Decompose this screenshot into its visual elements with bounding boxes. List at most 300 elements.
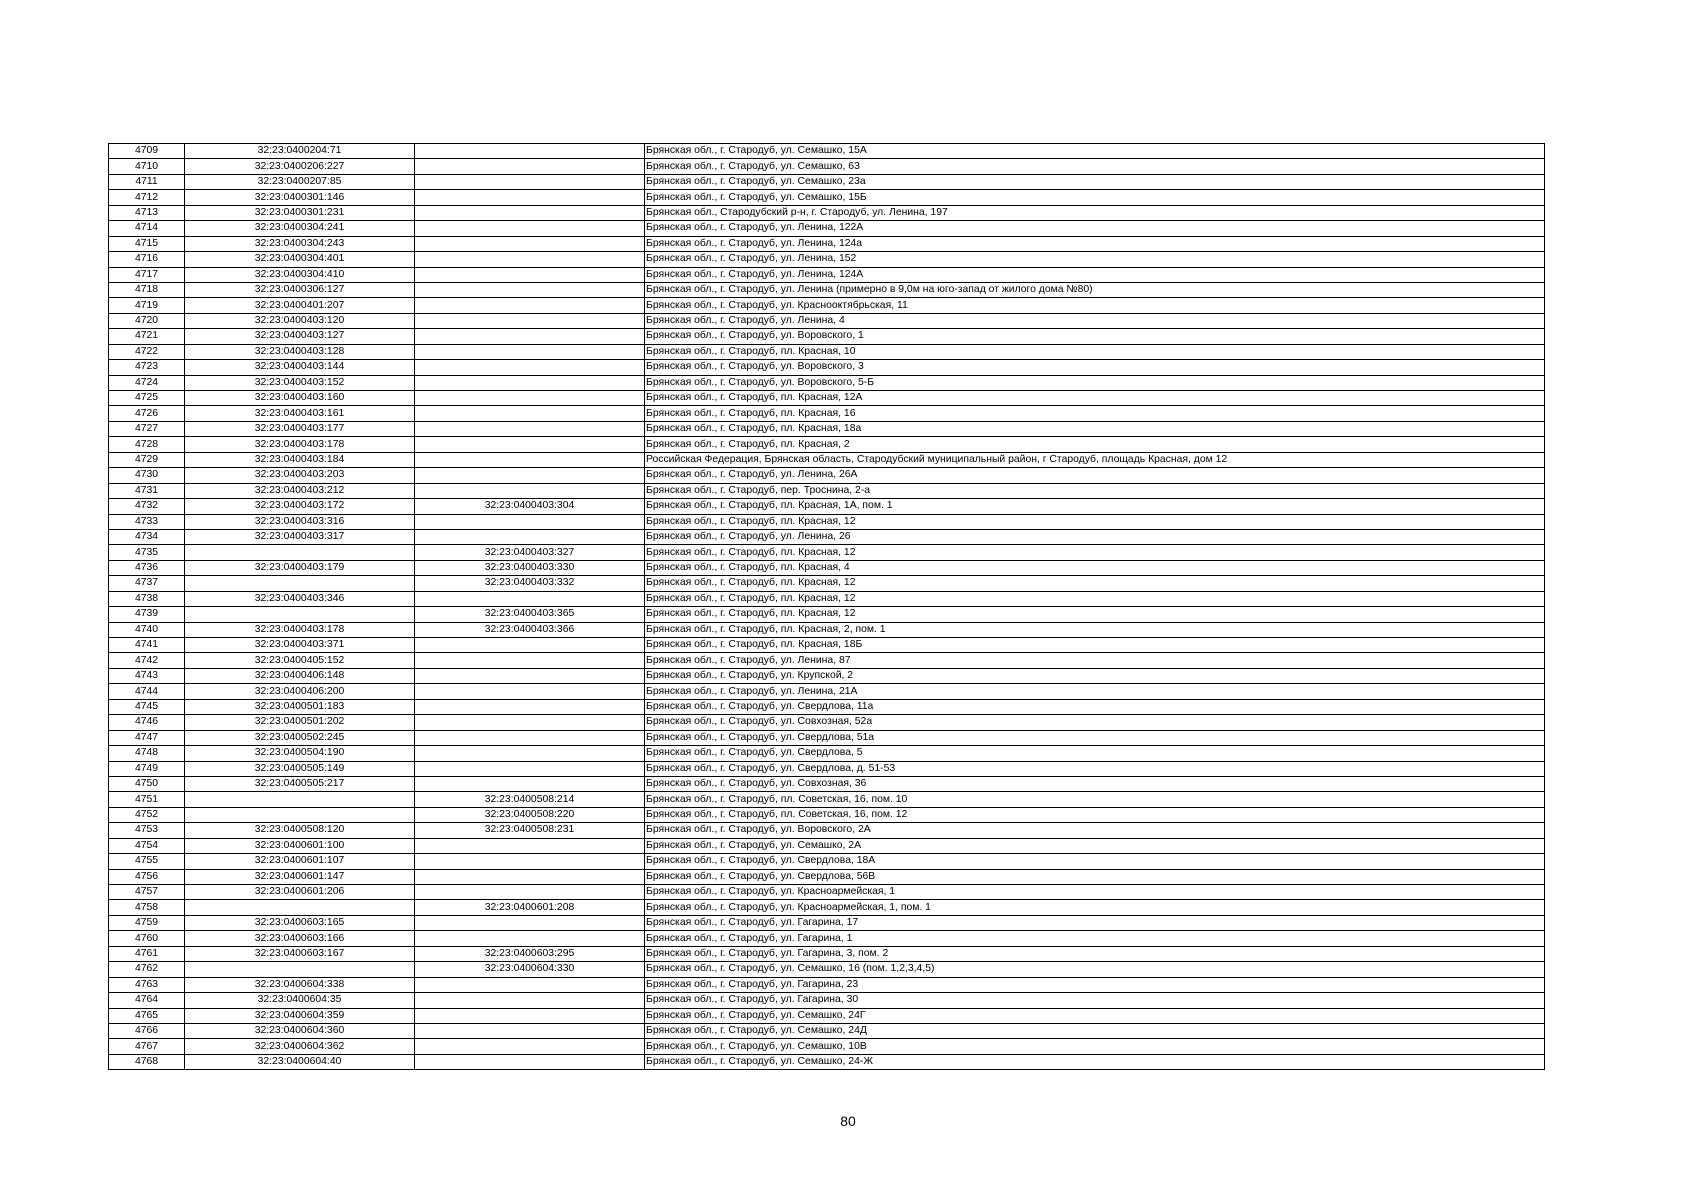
table-row (109, 591, 1545, 606)
object-cadastral-number-cell (415, 221, 645, 236)
cadastral-number-cell: 32:23:0400508:120 (185, 823, 415, 838)
object-cadastral-number-cell (415, 406, 645, 421)
object-cadastral-number-cell (415, 313, 645, 328)
cadastral-number-cell: 32:23:0400306:127 (185, 282, 415, 297)
object-cadastral-number-cell (415, 391, 645, 406)
row-number-cell: 4714 (109, 221, 185, 236)
address-cell: Брянская обл., Стародубский р-н, г. Стародуб, ул. Ленина, 197 (645, 205, 1545, 220)
address-cell: Брянская обл., г. Стародуб, ул. Ленина, 26 (645, 529, 1545, 544)
row-number-cell: 4717 (109, 267, 185, 282)
row-number-cell: 4758 (109, 900, 185, 915)
address-cell: Брянская обл., г. Стародуб, пл. Советская, 16, пом. 10 (645, 792, 1545, 807)
row-number-cell: 4713 (109, 205, 185, 220)
address-cell: Брянская обл., г. Стародуб, пл. Красная, 12 (645, 576, 1545, 591)
table-row (109, 282, 1545, 297)
object-cadastral-number-cell (415, 205, 645, 220)
object-cadastral-number-cell (415, 437, 645, 452)
cadastral-number-cell (185, 607, 415, 622)
row-number-cell: 4735 (109, 545, 185, 560)
address-cell: Брянская обл., г. Стародуб, ул. Крупской, 2 (645, 668, 1545, 683)
cadastral-number-cell: 32:23:0400403:120 (185, 313, 415, 328)
cadastral-number-cell: 32:23:0400403:144 (185, 360, 415, 375)
object-cadastral-number-cell: 32:23:0400403:332 (415, 576, 645, 591)
address-cell: Брянская обл., г. Стародуб, ул. Краснооктябрьская, 11 (645, 298, 1545, 313)
registry-table-container (108, 143, 1544, 1070)
table-row (109, 560, 1545, 575)
object-cadastral-number-cell (415, 344, 645, 359)
table-row (109, 684, 1545, 699)
cadastral-number-cell: 32:23:0400403:152 (185, 375, 415, 390)
cadastral-number-cell: 32:23:0400601:147 (185, 869, 415, 884)
object-cadastral-number-cell (415, 699, 645, 714)
table-row (109, 437, 1545, 452)
row-number-cell: 4754 (109, 838, 185, 853)
cadastral-number-cell: 32:23:0400601:100 (185, 838, 415, 853)
address-cell: Российская Федерация, Брянская область, Стародубский муниципальный район, г Стародуб, площадь Красная, дом 12 (645, 452, 1545, 467)
table-row (109, 1039, 1545, 1054)
object-cadastral-number-cell: 32:23:0400403:366 (415, 622, 645, 637)
cadastral-number-cell: 32:23:0400604:40 (185, 1054, 415, 1069)
table-row (109, 174, 1545, 189)
cadastral-number-cell: 32:23:0400403:346 (185, 591, 415, 606)
address-cell: Брянская обл., г. Стародуб, ул. Семашко, 15Б (645, 190, 1545, 205)
row-number-cell: 4721 (109, 329, 185, 344)
cadastral-number-cell: 32:23:0400601:206 (185, 885, 415, 900)
row-number-cell: 4764 (109, 993, 185, 1008)
cadastral-number-cell: 32:23:0400304:410 (185, 267, 415, 282)
cadastral-number-cell: 32:23:0400403:184 (185, 452, 415, 467)
table-row (109, 607, 1545, 622)
object-cadastral-number-cell (415, 838, 645, 853)
address-cell: Брянская обл., г. Стародуб, ул. Свердлова, 5 (645, 746, 1545, 761)
cadastral-number-cell: 32:23:0400603:165 (185, 915, 415, 930)
registry-table (108, 143, 1545, 1070)
row-number-cell: 4716 (109, 252, 185, 267)
object-cadastral-number-cell (415, 190, 645, 205)
address-cell: Брянская обл., г. Стародуб, ул. Семашко, 24Г (645, 1008, 1545, 1023)
row-number-cell: 4728 (109, 437, 185, 452)
table-row (109, 1023, 1545, 1038)
address-cell: Брянская обл., г. Стародуб, ул. Семашко, 16 (пом. 1,2,3,4,5) (645, 962, 1545, 977)
table-row (109, 391, 1545, 406)
cadastral-number-cell: 32:23:0400601:107 (185, 854, 415, 869)
object-cadastral-number-cell (415, 236, 645, 251)
row-number-cell: 4739 (109, 607, 185, 622)
table-row (109, 529, 1545, 544)
row-number-cell: 4762 (109, 962, 185, 977)
cadastral-number-cell: 32:23:0400204:71 (185, 144, 415, 159)
table-row (109, 375, 1545, 390)
row-number-cell: 4747 (109, 730, 185, 745)
cadastral-number-cell: 32:23:0400403:128 (185, 344, 415, 359)
address-cell: Брянская обл., г. Стародуб, ул. Воровского, 2А (645, 823, 1545, 838)
cadastral-number-cell: 32:23:0400304:401 (185, 252, 415, 267)
table-row (109, 468, 1545, 483)
row-number-cell: 4760 (109, 931, 185, 946)
address-cell: Брянская обл., г. Стародуб, ул. Ленина (примерно в 9,0м на юго-запад от жилого дома №80) (645, 282, 1545, 297)
object-cadastral-number-cell (415, 993, 645, 1008)
object-cadastral-number-cell (415, 159, 645, 174)
address-cell: Брянская обл., г. Стародуб, ул. Красноармейская, 1 (645, 885, 1545, 900)
table-row (109, 421, 1545, 436)
table-row (109, 792, 1545, 807)
address-cell: Брянская обл., г. Стародуб, ул. Семашко, 24-Ж (645, 1054, 1545, 1069)
table-row (109, 885, 1545, 900)
cadastral-number-cell: 32:23:0400603:167 (185, 946, 415, 961)
cadastral-number-cell: 32:23:0400501:202 (185, 715, 415, 730)
table-row (109, 205, 1545, 220)
row-number-cell: 4731 (109, 483, 185, 498)
cadastral-number-cell: 32:23:0400603:166 (185, 931, 415, 946)
row-number-cell: 4729 (109, 452, 185, 467)
cadastral-number-cell: 32:23:0400502:245 (185, 730, 415, 745)
row-number-cell: 4715 (109, 236, 185, 251)
cadastral-number-cell: 32:23:0400604:338 (185, 977, 415, 992)
object-cadastral-number-cell: 32:23:0400403:304 (415, 499, 645, 514)
address-cell: Брянская обл., г. Стародуб, ул. Ленина, 26А (645, 468, 1545, 483)
table-row (109, 576, 1545, 591)
object-cadastral-number-cell (415, 715, 645, 730)
table-row (109, 915, 1545, 930)
cadastral-number-cell: 32:23:0400206:227 (185, 159, 415, 174)
row-number-cell: 4724 (109, 375, 185, 390)
table-row (109, 344, 1545, 359)
row-number-cell: 4718 (109, 282, 185, 297)
cadastral-number-cell: 32:23:0400207:85 (185, 174, 415, 189)
cadastral-number-cell (185, 576, 415, 591)
row-number-cell: 4752 (109, 807, 185, 822)
address-cell: Брянская обл., г. Стародуб, пл. Красная, 12 (645, 545, 1545, 560)
address-cell: Брянская обл., г. Стародуб, пл. Красная, 12 (645, 514, 1545, 529)
table-row (109, 1008, 1545, 1023)
object-cadastral-number-cell (415, 668, 645, 683)
table-row (109, 298, 1545, 313)
cadastral-number-cell: 32:23:0400505:149 (185, 761, 415, 776)
address-cell: Брянская обл., г. Стародуб, ул. Свердлова, 18А (645, 854, 1545, 869)
address-cell: Брянская обл., г. Стародуб, ул. Ленина, 87 (645, 653, 1545, 668)
table-row (109, 267, 1545, 282)
row-number-cell: 4767 (109, 1039, 185, 1054)
table-row (109, 499, 1545, 514)
table-row (109, 869, 1545, 884)
address-cell: Брянская обл., г. Стародуб, ул. Воровского, 5-Б (645, 375, 1545, 390)
row-number-cell: 4746 (109, 715, 185, 730)
object-cadastral-number-cell: 32:23:0400508:220 (415, 807, 645, 822)
table-row (109, 715, 1545, 730)
table-row (109, 452, 1545, 467)
page-number: 80 (840, 1113, 856, 1129)
address-cell: Брянская обл., г. Стародуб, ул. Красноармейская, 1, пом. 1 (645, 900, 1545, 915)
row-number-cell: 4749 (109, 761, 185, 776)
object-cadastral-number-cell (415, 452, 645, 467)
object-cadastral-number-cell: 32:23:0400403:365 (415, 607, 645, 622)
row-number-cell: 4755 (109, 854, 185, 869)
cadastral-number-cell: 32:23:0400403:371 (185, 638, 415, 653)
address-cell: Брянская обл., г. Стародуб, ул. Воровского, 1 (645, 329, 1545, 344)
object-cadastral-number-cell (415, 252, 645, 267)
address-cell: Брянская обл., г. Стародуб, ул. Ленина, 21А (645, 684, 1545, 699)
table-row (109, 236, 1545, 251)
row-number-cell: 4761 (109, 946, 185, 961)
object-cadastral-number-cell (415, 746, 645, 761)
object-cadastral-number-cell: 32:23:0400508:214 (415, 792, 645, 807)
address-cell: Брянская обл., г. Стародуб, ул. Свердлова, 11а (645, 699, 1545, 714)
table-row (109, 622, 1545, 637)
table-row (109, 776, 1545, 791)
table-row (109, 807, 1545, 822)
table-row (109, 514, 1545, 529)
object-cadastral-number-cell (415, 1023, 645, 1038)
row-number-cell: 4742 (109, 653, 185, 668)
table-row (109, 668, 1545, 683)
row-number-cell: 4725 (109, 391, 185, 406)
table-row (109, 699, 1545, 714)
cadastral-number-cell: 32:23:0400403:203 (185, 468, 415, 483)
table-row (109, 406, 1545, 421)
table-row (109, 545, 1545, 560)
table-row (109, 977, 1545, 992)
object-cadastral-number-cell: 32:23:0400403:330 (415, 560, 645, 575)
cadastral-number-cell: 32:23:0400403:161 (185, 406, 415, 421)
row-number-cell: 4736 (109, 560, 185, 575)
object-cadastral-number-cell (415, 483, 645, 498)
row-number-cell: 4766 (109, 1023, 185, 1038)
object-cadastral-number-cell (415, 776, 645, 791)
object-cadastral-number-cell (415, 931, 645, 946)
cadastral-number-cell: 32:23:0400403:172 (185, 499, 415, 514)
table-row (109, 993, 1545, 1008)
address-cell: Брянская обл., г. Стародуб, пл. Красная, 12А (645, 391, 1545, 406)
object-cadastral-number-cell (415, 267, 645, 282)
row-number-cell: 4734 (109, 529, 185, 544)
address-cell: Брянская обл., г. Стародуб, ул. Ленина, 4 (645, 313, 1545, 328)
address-cell: Брянская обл., г. Стародуб, ул. Семашко, 2А (645, 838, 1545, 853)
object-cadastral-number-cell: 32:23:0400603:295 (415, 946, 645, 961)
table-row (109, 144, 1545, 159)
address-cell: Брянская обл., г. Стародуб, ул. Гагарина, 23 (645, 977, 1545, 992)
row-number-cell: 4720 (109, 313, 185, 328)
table-row (109, 838, 1545, 853)
table-row (109, 653, 1545, 668)
object-cadastral-number-cell (415, 869, 645, 884)
table-row (109, 483, 1545, 498)
object-cadastral-number-cell (415, 421, 645, 436)
object-cadastral-number-cell (415, 915, 645, 930)
object-cadastral-number-cell (415, 854, 645, 869)
cadastral-number-cell: 32:23:0400403:178 (185, 622, 415, 637)
row-number-cell: 4765 (109, 1008, 185, 1023)
object-cadastral-number-cell (415, 514, 645, 529)
row-number-cell: 4710 (109, 159, 185, 174)
cadastral-number-cell (185, 962, 415, 977)
address-cell: Брянская обл., г. Стародуб, пл. Красная, 2, пом. 1 (645, 622, 1545, 637)
cadastral-number-cell: 32:23:0400403:127 (185, 329, 415, 344)
object-cadastral-number-cell (415, 885, 645, 900)
row-number-cell: 4719 (109, 298, 185, 313)
cadastral-number-cell (185, 807, 415, 822)
row-number-cell: 4741 (109, 638, 185, 653)
cadastral-number-cell (185, 900, 415, 915)
cadastral-number-cell: 32:23:0400403:179 (185, 560, 415, 575)
cadastral-number-cell: 32:23:0400403:178 (185, 437, 415, 452)
object-cadastral-number-cell: 32:23:0400508:231 (415, 823, 645, 838)
table-row (109, 931, 1545, 946)
cadastral-number-cell: 32:23:0400403:317 (185, 529, 415, 544)
cadastral-number-cell: 32:23:0400403:212 (185, 483, 415, 498)
address-cell: Брянская обл., г. Стародуб, ул. Семашко, 23а (645, 174, 1545, 189)
table-row (109, 900, 1545, 915)
object-cadastral-number-cell (415, 977, 645, 992)
address-cell: Брянская обл., г. Стародуб, пл. Красная, 2 (645, 437, 1545, 452)
address-cell: Брянская обл., г. Стародуб, ул. Гагарина, 1 (645, 931, 1545, 946)
address-cell: Брянская обл., г. Стародуб, ул. Гагарина, 3, пом. 2 (645, 946, 1545, 961)
cadastral-number-cell: 32:23:0400301:231 (185, 205, 415, 220)
row-number-cell: 4750 (109, 776, 185, 791)
object-cadastral-number-cell (415, 684, 645, 699)
cadastral-number-cell: 32:23:0400505:217 (185, 776, 415, 791)
row-number-cell: 4763 (109, 977, 185, 992)
address-cell: Брянская обл., г. Стародуб, ул. Воровского, 3 (645, 360, 1545, 375)
cadastral-number-cell: 32:23:0400604:35 (185, 993, 415, 1008)
row-number-cell: 4738 (109, 591, 185, 606)
row-number-cell: 4711 (109, 174, 185, 189)
object-cadastral-number-cell (415, 298, 645, 313)
address-cell: Брянская обл., г. Стародуб, ул. Ленина, 124а (645, 236, 1545, 251)
row-number-cell: 4757 (109, 885, 185, 900)
cadastral-number-cell: 32:23:0400403:160 (185, 391, 415, 406)
table-row (109, 159, 1545, 174)
address-cell: Брянская обл., г. Стародуб, пл. Красная, 1А, пом. 1 (645, 499, 1545, 514)
table-row (109, 638, 1545, 653)
row-number-cell: 4751 (109, 792, 185, 807)
row-number-cell: 4745 (109, 699, 185, 714)
row-number-cell: 4712 (109, 190, 185, 205)
object-cadastral-number-cell (415, 1054, 645, 1069)
cadastral-number-cell: 32:23:0400403:316 (185, 514, 415, 529)
row-number-cell: 4730 (109, 468, 185, 483)
address-cell: Брянская обл., г. Стародуб, пл. Советская, 16, пом. 12 (645, 807, 1545, 822)
row-number-cell: 4744 (109, 684, 185, 699)
row-number-cell: 4732 (109, 499, 185, 514)
object-cadastral-number-cell: 32:23:0400601:208 (415, 900, 645, 915)
row-number-cell: 4723 (109, 360, 185, 375)
object-cadastral-number-cell (415, 638, 645, 653)
cadastral-number-cell: 32:23:0400501:183 (185, 699, 415, 714)
table-row (109, 360, 1545, 375)
table-row (109, 313, 1545, 328)
row-number-cell: 4756 (109, 869, 185, 884)
table-row (109, 761, 1545, 776)
object-cadastral-number-cell (415, 761, 645, 776)
table-row (109, 329, 1545, 344)
address-cell: Брянская обл., г. Стародуб, пл. Красная, 12 (645, 607, 1545, 622)
table-row (109, 946, 1545, 961)
address-cell: Брянская обл., г. Стародуб, пл. Красная, 12 (645, 591, 1545, 606)
table-row (109, 252, 1545, 267)
table-row (109, 823, 1545, 838)
address-cell: Брянская обл., г. Стародуб, ул. Гагарина, 17 (645, 915, 1545, 930)
row-number-cell: 4768 (109, 1054, 185, 1069)
object-cadastral-number-cell (415, 468, 645, 483)
address-cell: Брянская обл., г. Стародуб, ул. Семашко, 24Д (645, 1023, 1545, 1038)
address-cell: Брянская обл., г. Стародуб, ул. Ленина, 122А (645, 221, 1545, 236)
cadastral-number-cell: 32:23:0400304:241 (185, 221, 415, 236)
cadastral-number-cell: 32:23:0400403:177 (185, 421, 415, 436)
address-cell: Брянская обл., г. Стародуб, ул. Семашко, 10В (645, 1039, 1545, 1054)
cadastral-number-cell (185, 545, 415, 560)
cadastral-number-cell: 32:23:0400405:152 (185, 653, 415, 668)
row-number-cell: 4727 (109, 421, 185, 436)
address-cell: Брянская обл., г. Стародуб, ул. Гагарина, 30 (645, 993, 1545, 1008)
cadastral-number-cell: 32:23:0400406:200 (185, 684, 415, 699)
address-cell: Брянская обл., г. Стародуб, ул. Семашко, 63 (645, 159, 1545, 174)
cadastral-number-cell: 32:23:0400406:148 (185, 668, 415, 683)
address-cell: Брянская обл., г. Стародуб, ул. Ленина, 152 (645, 252, 1545, 267)
object-cadastral-number-cell (415, 174, 645, 189)
address-cell: Брянская обл., г. Стародуб, пл. Красная, 18а (645, 421, 1545, 436)
row-number-cell: 4737 (109, 576, 185, 591)
table-row (109, 854, 1545, 869)
address-cell: Брянская обл., г. Стародуб, пл. Красная, 18Б (645, 638, 1545, 653)
table-row (109, 190, 1545, 205)
object-cadastral-number-cell (415, 360, 645, 375)
object-cadastral-number-cell (415, 730, 645, 745)
address-cell: Брянская обл., г. Стародуб, пл. Красная, 4 (645, 560, 1545, 575)
object-cadastral-number-cell (415, 653, 645, 668)
row-number-cell: 4722 (109, 344, 185, 359)
row-number-cell: 4743 (109, 668, 185, 683)
cadastral-number-cell: 32:23:0400401:207 (185, 298, 415, 313)
object-cadastral-number-cell (415, 1008, 645, 1023)
cadastral-number-cell (185, 792, 415, 807)
object-cadastral-number-cell (415, 375, 645, 390)
table-row (109, 730, 1545, 745)
cadastral-number-cell: 32:23:0400504:190 (185, 746, 415, 761)
address-cell: Брянская обл., г. Стародуб, ул. Свердлова, д. 51-53 (645, 761, 1545, 776)
cadastral-number-cell: 32:23:0400301:146 (185, 190, 415, 205)
cadastral-number-cell: 32:23:0400604:360 (185, 1023, 415, 1038)
object-cadastral-number-cell (415, 591, 645, 606)
object-cadastral-number-cell (415, 329, 645, 344)
cadastral-number-cell: 32:23:0400604:362 (185, 1039, 415, 1054)
object-cadastral-number-cell (415, 1039, 645, 1054)
object-cadastral-number-cell (415, 282, 645, 297)
address-cell: Брянская обл., г. Стародуб, пл. Красная, 10 (645, 344, 1545, 359)
address-cell: Брянская обл., г. Стародуб, ул. Семашко, 15А (645, 144, 1545, 159)
cadastral-number-cell: 32:23:0400604:359 (185, 1008, 415, 1023)
registry-table-body (109, 144, 1545, 1070)
address-cell: Брянская обл., г. Стародуб, пл. Красная, 16 (645, 406, 1545, 421)
address-cell: Брянская обл., г. Стародуб, ул. Свердлова, 56В (645, 869, 1545, 884)
row-number-cell: 4709 (109, 144, 185, 159)
table-row (109, 221, 1545, 236)
object-cadastral-number-cell: 32:23:0400604:330 (415, 962, 645, 977)
row-number-cell: 4733 (109, 514, 185, 529)
table-row (109, 962, 1545, 977)
object-cadastral-number-cell (415, 144, 645, 159)
address-cell: Брянская обл., г. Стародуб, ул. Совхозная, 36 (645, 776, 1545, 791)
row-number-cell: 4753 (109, 823, 185, 838)
address-cell: Брянская обл., г. Стародуб, ул. Свердлова, 51а (645, 730, 1545, 745)
table-row (109, 746, 1545, 761)
cadastral-number-cell: 32:23:0400304:243 (185, 236, 415, 251)
table-row (109, 1054, 1545, 1069)
address-cell: Брянская обл., г. Стародуб, ул. Совхозная, 52а (645, 715, 1545, 730)
row-number-cell: 4740 (109, 622, 185, 637)
address-cell: Брянская обл., г. Стародуб, пер. Троснина, 2-а (645, 483, 1545, 498)
object-cadastral-number-cell (415, 529, 645, 544)
address-cell: Брянская обл., г. Стародуб, ул. Ленина, 124А (645, 267, 1545, 282)
